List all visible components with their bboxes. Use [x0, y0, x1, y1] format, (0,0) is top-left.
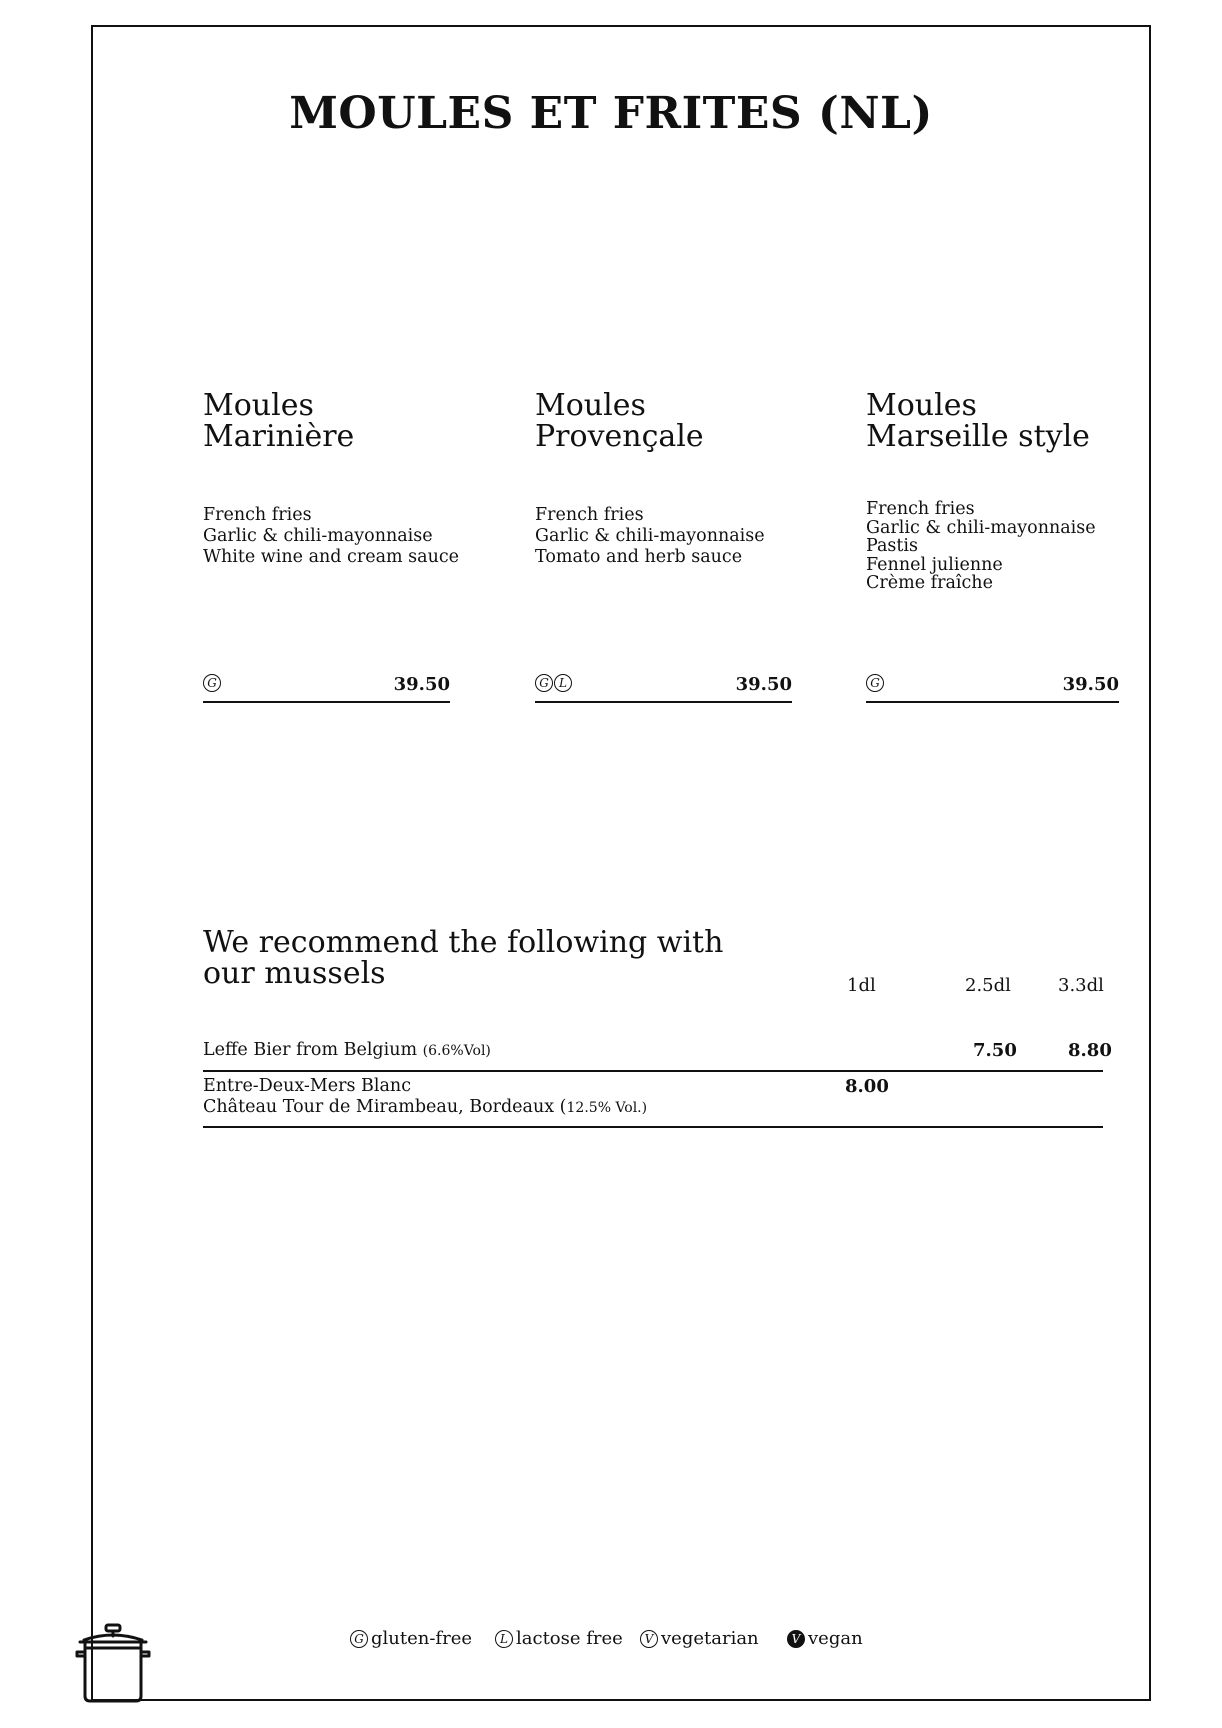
price-row	[535, 671, 792, 703]
dish-ingredient: French fries	[535, 505, 644, 525]
gluten-free-icon: G	[350, 1630, 368, 1648]
page-title: MOULES ET FRITES (NL)	[289, 88, 933, 139]
price-1dl: 8.00	[845, 1076, 889, 1097]
legend-vegan	[787, 1628, 863, 1649]
column-header-1dl: 1dl	[847, 975, 876, 996]
dish-ingredient: Crème fraîche	[866, 573, 993, 593]
gluten-free-icon: G	[866, 674, 884, 692]
dish-ingredient: French fries	[203, 505, 312, 525]
dish-name-line2: Provençale	[535, 419, 704, 454]
recommend-title	[203, 927, 723, 989]
price-row	[203, 671, 450, 703]
dish-ingredient: Garlic & chili-mayonnaise	[535, 526, 765, 546]
legend-label: vegan	[808, 1628, 863, 1649]
allergen-badges	[866, 674, 884, 692]
dish-description	[203, 505, 459, 568]
drink-name	[203, 1076, 647, 1119]
drink-name	[203, 1040, 491, 1062]
column-header-3-3dl: 3.3dl	[1058, 975, 1104, 996]
dish-card-mariniere	[203, 388, 459, 695]
cooking-pot-icon	[74, 1622, 156, 1704]
gluten-free-icon: G	[203, 674, 221, 692]
dish-name	[535, 390, 704, 452]
vegetarian-icon: V	[640, 1630, 658, 1648]
allergen-badges	[535, 674, 572, 692]
dish-description	[866, 500, 1096, 593]
dish-ingredient: French fries	[866, 499, 975, 519]
dish-name-line2: Marinière	[203, 419, 355, 454]
dish-name-line1: Moules	[535, 388, 646, 423]
gluten-free-icon: G	[535, 674, 553, 692]
drink-row-leffe	[203, 1040, 1112, 1072]
legend-vegetarian	[640, 1628, 759, 1649]
dish-price: 39.50	[1062, 674, 1119, 695]
dish-name-line1: Moules	[203, 388, 314, 423]
price-3-3dl: 8.80	[1068, 1040, 1112, 1061]
legend-label: lactose free	[516, 1628, 623, 1649]
dish-ingredient: Garlic & chili-mayonnaise	[866, 517, 1096, 538]
menu-frame	[91, 25, 1151, 1701]
dish-name	[866, 390, 1090, 452]
legend-gluten-free	[350, 1628, 472, 1649]
dish-ingredient: Tomato and herb sauce	[535, 547, 743, 567]
dish-ingredient: Garlic & chili-mayonnaise	[203, 526, 433, 546]
dish-ingredient: Pastis	[866, 536, 919, 556]
drink-volume: (6.6%Vol)	[422, 1043, 491, 1059]
dish-ingredient: Fennel julienne	[866, 554, 1003, 575]
drink-name-text: Leffe Bier from Belgium	[203, 1040, 418, 1060]
dish-name-line1: Moules	[866, 388, 977, 423]
vegan-icon: V	[787, 1630, 805, 1648]
legend-label: gluten-free	[371, 1628, 473, 1649]
drink-volume: 12.5% Vol.)	[566, 1100, 648, 1116]
dish-ingredient: White wine and cream sauce	[203, 547, 459, 567]
price-2-5dl: 7.50	[973, 1040, 1017, 1061]
dish-name	[203, 390, 354, 452]
legend-label: vegetarian	[661, 1628, 759, 1649]
recommend-title-line2: our mussels	[203, 956, 386, 991]
recommend-title-line1: We recommend the following with	[203, 925, 724, 960]
drink-row-entre-deux-mers	[203, 1076, 1103, 1128]
dish-price: 39.50	[393, 674, 450, 695]
drink-name-text: Entre-Deux-Mers Blanc	[203, 1076, 411, 1096]
drink-name-line2: Château Tour de Mirambeau, Bordeaux (	[203, 1097, 567, 1117]
dish-price: 39.50	[735, 674, 792, 695]
dish-description	[535, 505, 765, 568]
legend-lactose-free	[495, 1628, 623, 1649]
dish-card-marseille	[866, 388, 1119, 695]
lactose-free-icon: L	[554, 674, 572, 692]
allergen-badges	[203, 674, 221, 692]
dish-name-line2: Marseille style	[866, 419, 1090, 454]
dish-card-provencale	[535, 388, 792, 695]
lactose-free-icon: L	[495, 1630, 513, 1648]
price-row	[866, 671, 1119, 703]
column-header-2-5dl: 2.5dl	[965, 975, 1011, 996]
